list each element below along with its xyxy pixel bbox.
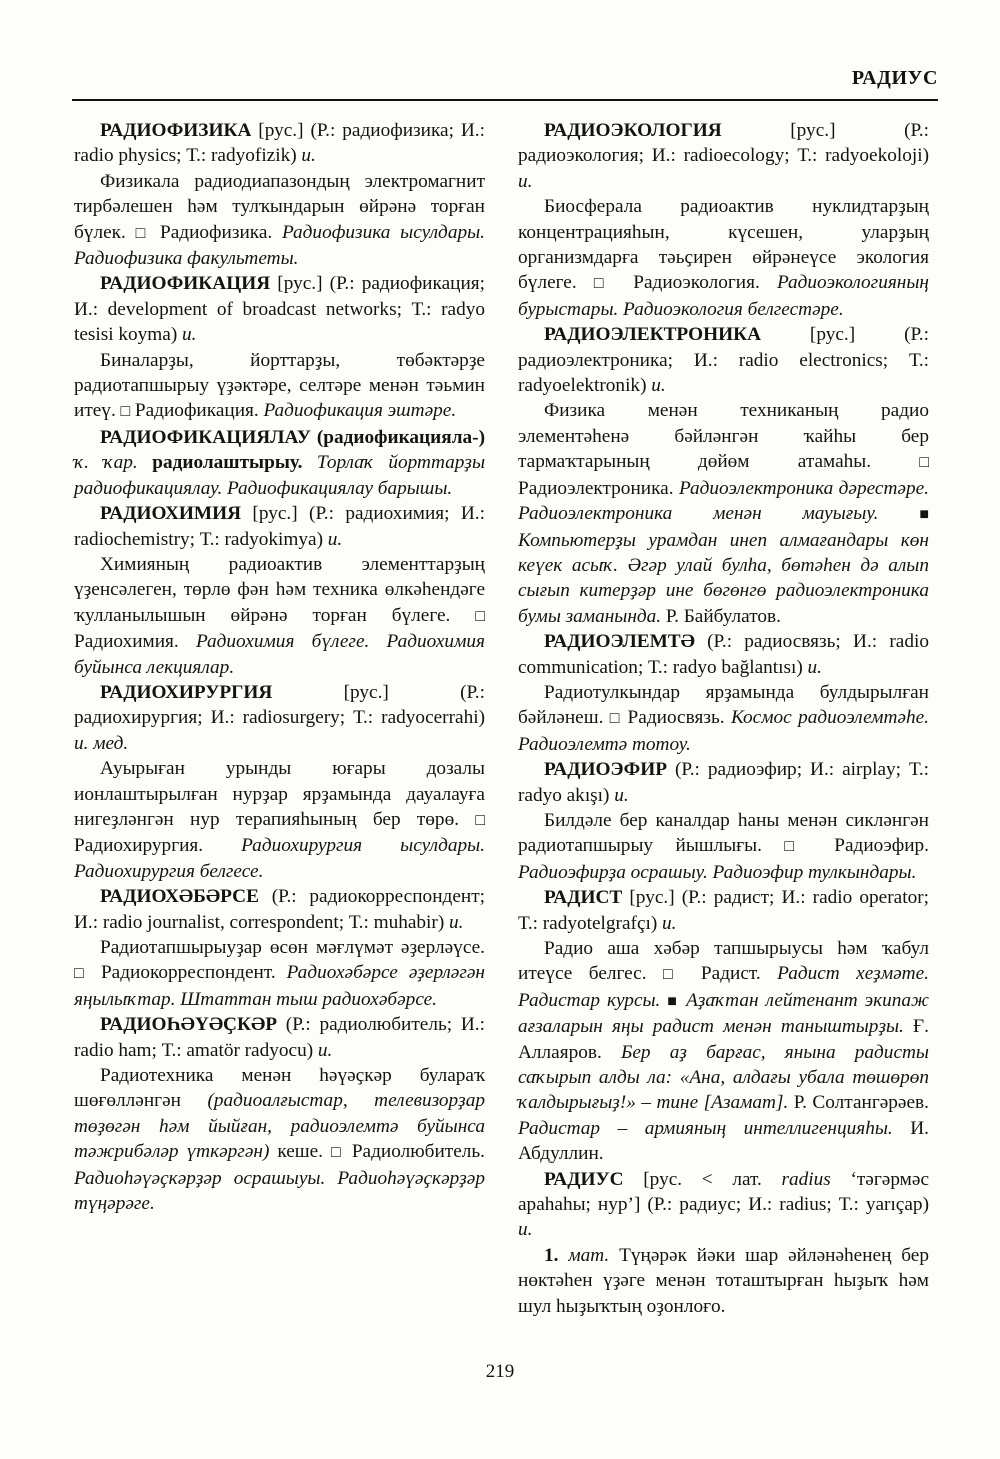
usage-examples: Радист хеҙмәте. Радистар курсы. bbox=[518, 963, 929, 1011]
open-square-icon bbox=[475, 812, 485, 829]
entry-headline bbox=[74, 1012, 485, 1063]
usage-examples: Радиохимия бүлеге. Радиохимия буйынса лекциялар. bbox=[74, 631, 485, 678]
entry-definition bbox=[74, 348, 485, 425]
headword: РАДИОЭКОЛОГИЯ bbox=[544, 120, 722, 141]
entry-headline bbox=[74, 884, 485, 935]
headword-gloss: [рус.] (Р.: радист; И.: radio operator; Т.: radyotelgrafçı) bbox=[518, 887, 929, 934]
entry-headline bbox=[74, 501, 485, 552]
russian-gloss: Радиохимия. bbox=[74, 631, 196, 653]
entry-headline bbox=[74, 680, 485, 756]
sense-text: Түңәрәк йәки шар әйләнәһенең бер нөктәһен үҙәге менән тоташтырған һыҙыҡ һәм шул һыҙыҡтың оҙонлоғо. bbox=[518, 1244, 929, 1317]
definition-text: Радиотапшырыуҙар өсөн мәғлүмәт әҙерләүсе. bbox=[100, 937, 485, 958]
russian-gloss: Радиоэлектроника. bbox=[518, 477, 679, 499]
entry-definition bbox=[74, 169, 485, 272]
definition-parenthetical: (радиоалғыстар, телевизорҙар төҙөгән һәм йыйған, радиоэлемтә буйынса тәжрибәләр үткәргән) bbox=[74, 1090, 485, 1163]
part-of-speech: и. bbox=[301, 145, 316, 167]
headword: РАДИОФИКАЦИЯ bbox=[100, 273, 271, 295]
headword-gloss: [рус.] (Р.: радиоэкология; И.: radioecology; Т.: radyoekoloji) bbox=[518, 120, 929, 167]
headword: РАДИОЭФИР bbox=[544, 759, 668, 781]
citation-author: Ғ. Аллаяров. bbox=[518, 1016, 929, 1063]
definition-text: Физика менән техниканың радио элементәһенә бәйләнгән ҡайһы бер тармаҡтарының дөйөм атамаһы. bbox=[518, 400, 929, 473]
open-square-icon bbox=[120, 403, 130, 420]
open-square-icon bbox=[610, 710, 621, 727]
entry-definition bbox=[74, 1063, 485, 1216]
usage-examples: Радиоэкологияның бурыстары. Радиоэкология белгестәре. bbox=[518, 272, 929, 320]
part-of-speech: и. bbox=[327, 528, 343, 550]
russian-gloss: Радиохирургия. bbox=[74, 835, 242, 857]
open-square-icon bbox=[74, 965, 90, 982]
filled-square-icon bbox=[919, 506, 929, 523]
etymon: radius bbox=[781, 1168, 831, 1190]
usage-examples: Радиофизика ысулдары. Радиофизика факультеты. bbox=[74, 221, 485, 270]
russian-gloss: Радиофизика. bbox=[160, 221, 282, 243]
definition-text: Физикала радиодиапазондың электромагнит тирбәлешен һәм тулҡындарын өйрәнә торған бүлек. bbox=[74, 170, 485, 243]
usage-examples: Радиохәбәрсе әҙерләгән яңылыҡтар. Штаттан тыш радиохәбәрсе. bbox=[74, 962, 485, 1010]
headword-gloss: (Р.: радиоэфир; И.: airplay; Т.: radyo akışı) bbox=[518, 759, 929, 806]
headword: РАДИОЭЛЕКТРОНИКА bbox=[544, 324, 761, 346]
open-square-icon bbox=[594, 275, 616, 292]
right-column bbox=[518, 118, 929, 1330]
sense-number: 1. bbox=[544, 1244, 559, 1266]
russian-gloss: Радиолюбитель. bbox=[351, 1141, 485, 1163]
definition-text: Биосферала радиоактив нуклидтарҙың концентрацияһын, күсешен, уларҙың организмдарға тәьҫирен өйрәнеүсе экология бүлеге. bbox=[518, 196, 929, 294]
field-label: мед. bbox=[93, 732, 129, 754]
russian-gloss: Радиокорреспондент. bbox=[100, 962, 287, 984]
citation-text: Компьютерҙы урамдан инеп алмағандары көн кеүек асыҡ. Әгәр улай булһа, бөтәһен дә алып сығып китерҙәр ине бөгөнгө радиоэлектроника бумы заманында. bbox=[518, 529, 929, 627]
part-of-speech: и. bbox=[807, 656, 822, 678]
header-divider bbox=[72, 99, 938, 101]
citation-author: Р. Солтангәрәев. bbox=[793, 1092, 929, 1114]
headword: РАДИСТ bbox=[544, 887, 623, 909]
part-of-speech: и. bbox=[317, 1039, 333, 1061]
headword-gloss: (Р.: радиокорреспондент; И.: radio journalist, correspondent; Т.: muhabir) bbox=[74, 886, 485, 933]
entry-definition bbox=[74, 935, 485, 1012]
definition-text-tail: кеше. bbox=[269, 1141, 331, 1163]
usage-examples: Торлаҡ йорттарҙы радиофикациялау. Радиофикациялау барышы. bbox=[74, 452, 485, 499]
open-square-icon bbox=[475, 608, 485, 625]
entry-headline bbox=[518, 629, 929, 680]
two-column-body bbox=[74, 118, 930, 1330]
part-of-speech: и. bbox=[651, 375, 666, 397]
entry-headline bbox=[74, 118, 485, 169]
part-of-speech: и. bbox=[181, 324, 197, 346]
citation-text: Бер аҙ барғас, янына радисты саҡырып алды ла: «Ана, алдағы убала төшөрөп ҡалдырығыҙ!» – тине [Азамат]. bbox=[518, 1041, 929, 1114]
headword: РАДИУС bbox=[544, 1168, 624, 1190]
entry-definition bbox=[518, 936, 929, 1167]
open-square-icon bbox=[919, 454, 929, 471]
part-of-speech: и. bbox=[74, 732, 89, 754]
open-square-icon bbox=[331, 1144, 344, 1161]
citation-text: Аҙаҡтан лейтенант экипаж ағзаларын яңы радист менән таныштырҙы. bbox=[518, 989, 929, 1038]
headword-variant: (радиофикацияла-) bbox=[316, 426, 485, 448]
entry-definition bbox=[518, 808, 929, 885]
part-of-speech: и. bbox=[448, 911, 464, 933]
headword: РАДИОХИРУРГИЯ bbox=[100, 681, 273, 703]
headword-gloss: (Р.: радиосвязь; И.: radio communication; Т.: radyo bağlantısı) bbox=[518, 631, 929, 678]
headword: РАДИОЭЛЕМТӘ bbox=[544, 631, 695, 653]
headword-gloss: [рус.] (Р.: радиохимия; И.: radiochemistry; Т.: radyokimya) bbox=[74, 503, 485, 550]
headword-gloss: [рус.] (Р.: радиофизика; И.: radio physics; Т.: radyofizik) bbox=[74, 120, 485, 167]
headword-gloss: ‘тәгәрмәс араһаһы; нур’] (Р.: радиус; И.: radius; Т.: yarıçap) bbox=[518, 1168, 929, 1216]
russian-gloss: Радиоэкология. bbox=[633, 272, 777, 294]
russian-gloss: Радиофикация. bbox=[134, 400, 264, 422]
headword-gloss: (Р.: радиолюбитель; И.: radio ham; Т.: amatör radyocu) bbox=[74, 1014, 485, 1061]
filled-square-icon bbox=[667, 993, 679, 1010]
left-column bbox=[74, 118, 485, 1330]
russian-gloss: Радист. bbox=[700, 963, 778, 985]
usage-examples: Космос радиоэлемтәһе. Радиоэлемтә тотоу. bbox=[518, 707, 929, 755]
headword-gloss: [рус.] (Р.: радиохирургия; И.: radiosurgery; Т.: radyocerrahi) bbox=[74, 681, 485, 729]
usage-examples: Радиофикация эштәре. bbox=[263, 400, 457, 422]
part-of-speech: и. bbox=[518, 170, 533, 192]
entry-headline bbox=[518, 118, 929, 194]
citation-author: И. Абдуллин. bbox=[518, 1117, 929, 1165]
russian-gloss: Радиоэфир. bbox=[834, 835, 929, 857]
definition-text: Биналарҙы, йорттарҙы, төбәктәрҙе радиотапшырыу үҙәктәре, селтәре менән тәьмин итеү. bbox=[74, 349, 485, 422]
entry-sense bbox=[518, 1243, 929, 1319]
definition-text: Ауырыған урынды юғары дозалы ионлаштырылған нурҙар ярҙамында дауалауға нигеҙләнгән нур терапияһының бер төрө. bbox=[74, 758, 485, 830]
open-square-icon bbox=[663, 966, 684, 983]
entry-definition bbox=[518, 194, 929, 322]
field-label: мат. bbox=[568, 1244, 610, 1266]
page-footer bbox=[0, 1361, 1000, 1383]
cross-reference: радиолаштырыу. bbox=[152, 452, 303, 474]
headword: РАДИОФИКАЦИЯЛАУ bbox=[100, 426, 311, 448]
headword-gloss: [рус.] (Р.: радиоэлектроника; И.: radio electronics; Т.: radyoelektronik) bbox=[518, 324, 929, 397]
page-number: 219 bbox=[485, 1361, 515, 1382]
open-square-icon bbox=[136, 225, 151, 242]
headword-etymology-intro: [рус. < лат. bbox=[623, 1168, 782, 1190]
running-head bbox=[72, 66, 938, 100]
part-of-speech: и. bbox=[614, 784, 629, 806]
usage-examples: Радиоһәүәҫкәрҙәр осрашыуы. Радиоһәүәҫкәрҙәр түңәрәге. bbox=[74, 1167, 485, 1215]
usage-examples: Радиоэфирҙа осрашыу. Радиоэфир тулкындары. bbox=[518, 861, 917, 883]
usage-examples: Радиоэлектроника дәрестәре. Радиоэлектроника менән мауығыу. bbox=[518, 477, 929, 525]
definition-text: Билдәле бер каналдар һаны менән сикләнгән радиотапшырыу йышлығы. bbox=[518, 809, 929, 857]
entry-definition bbox=[74, 552, 485, 680]
entry-definition bbox=[518, 398, 929, 629]
definition-text: Химияның радиоактив элементтарҙың үҙенсәлеген, төрлө фән һәм техника өлкәһендәге ҡулланылышын өйрәнә торған бүлеге. bbox=[74, 553, 485, 626]
headword: РАДИОХИМИЯ bbox=[100, 503, 242, 525]
citation-author: Р. Байбулатов. bbox=[665, 605, 781, 627]
part-of-speech: и. bbox=[518, 1219, 533, 1241]
running-head-title: РАДИУС bbox=[851, 67, 938, 89]
entry-definition bbox=[74, 756, 485, 884]
entry-headline bbox=[74, 271, 485, 347]
entry-headline bbox=[518, 1167, 929, 1243]
entry-headline bbox=[518, 322, 929, 398]
definition-text: Радиотехника менән һәүәҫкәр булараҡ шөғөлләнгән bbox=[74, 1065, 485, 1112]
entry-definition bbox=[518, 680, 929, 757]
entry-headline bbox=[518, 757, 929, 808]
citation-text: Радистар – армияның интеллигенцияһы. bbox=[518, 1117, 893, 1139]
definition-text: Радиотулкындар ярҙамында булдырылған бәйләнеш. bbox=[518, 681, 929, 729]
definition-text: Радио аша хәбәр тапшырыусы һәм ҡабул итеүсе белгес. bbox=[518, 938, 929, 985]
russian-gloss: Радиосвязь. bbox=[627, 707, 731, 729]
grammar-label: ҡ. ҡар. bbox=[74, 452, 138, 474]
entry-headline bbox=[518, 885, 929, 936]
open-square-icon bbox=[784, 838, 811, 855]
headword: РАДИОҺӘҮӘҪКӘР bbox=[100, 1014, 277, 1036]
headword-gloss: [рус.] (Р.: радиофикация; И.: development of broadcast networks; Т.: radyo tesisi koyma) bbox=[74, 273, 485, 346]
usage-examples: Радиохирургия ысулдары. Радиохирургия белгесе. bbox=[74, 835, 485, 882]
headword: РАДИОФИЗИКА bbox=[100, 120, 252, 141]
headword: РАДИОХӘБӘРСЕ bbox=[100, 886, 259, 908]
entry-headline bbox=[74, 425, 485, 501]
part-of-speech: и. bbox=[662, 912, 677, 934]
